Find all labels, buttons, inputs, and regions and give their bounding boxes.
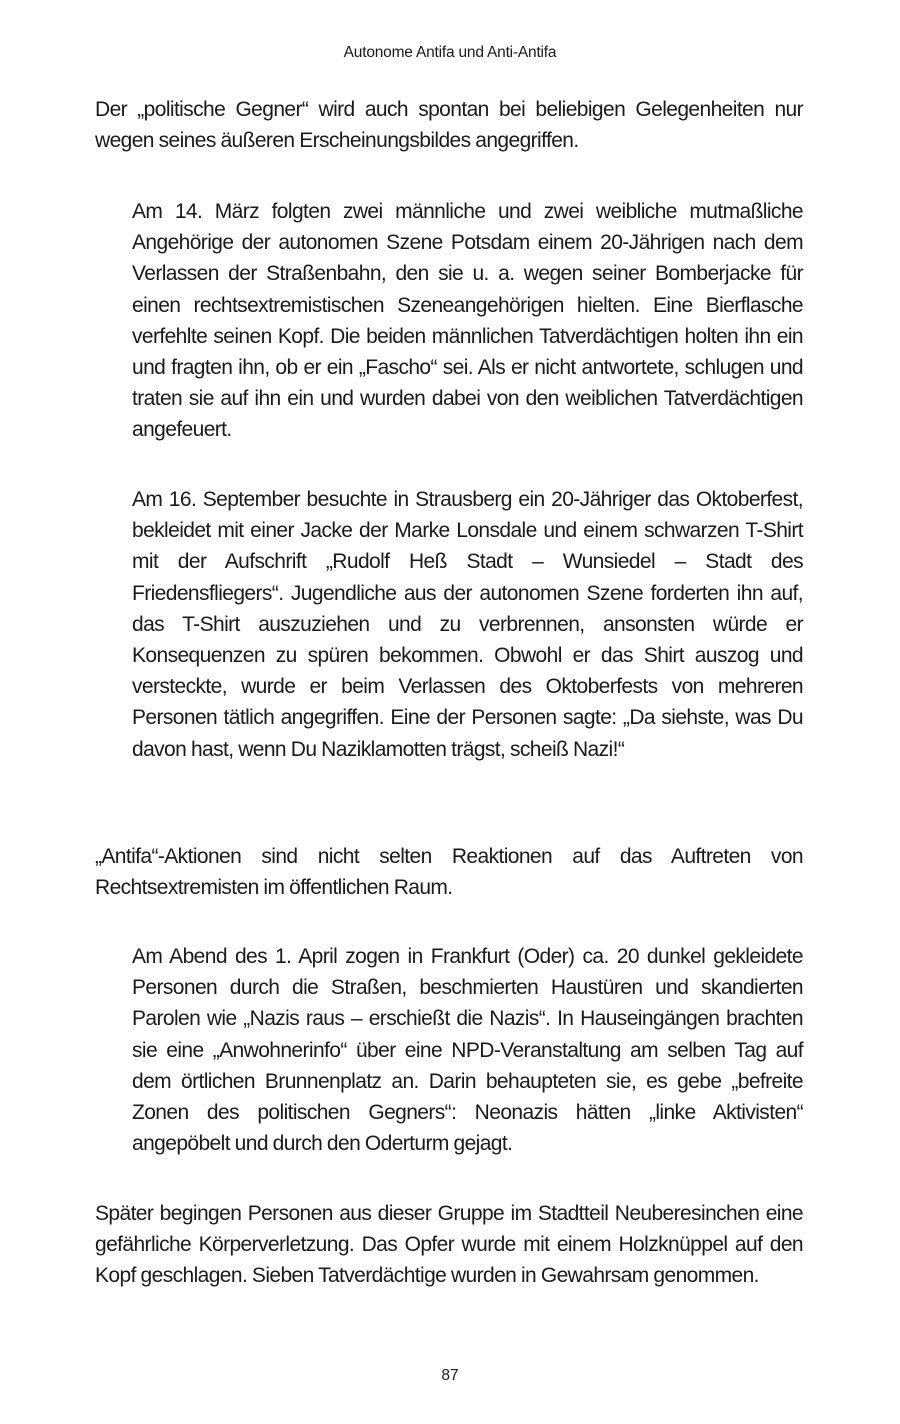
paragraph-neuberesinchen: Später begingen Personen aus dieser Gruppe im Stadtteil Neuberesinchen eine gefährliche Körperverletzung. Das Opfer wurde mit einem Holzknüppel auf den Kopf geschlagen. Sieben Tatverdächtige wurden in Gewahrsam genommen. bbox=[95, 1202, 803, 1288]
case-paragraph-frankfurt-oder: Am Abend des 1. April zogen in Frankfurt (Oder) ca. 20 dunkel gekleidete Personen durch die Straßen, beschmierten Haustüren und skandierten Parolen wie „Nazis raus – erschießt die Nazis“. In Hauseingängen brachten sie eine „Anwohnerinfo“ über eine NPD-Veranstaltung am selben Tag auf dem örtlichen Brunnenplatz an. Darin behaupteten sie, es gebe „befreite Zonen des politischen Gegners“: Neonazis hätten „linke Aktivisten“ angepöbelt und durch den Oderturm gejagt. bbox=[132, 945, 803, 1156]
page-number: 87 bbox=[441, 1367, 459, 1384]
case-paragraph-potsdam: Am 14. März folgten zwei männliche und zwei weibliche mutmaßliche Angehörige der autonomen Szene Potsdam einem 20-Jährigen nach dem Verlassen der Straßenbahn, den sie u. a. wegen seiner Bomberjacke für einen rechtsextremistischen Szeneangehörigen hielten. Eine Bierflasche verfehlte seinen Kopf. Die beiden männlichen Tatverdächtigen holten ihn ein und fragten ihn, ob er ein „Fascho“ sei. Als er nicht antwortete, schlugen und traten sie auf ihn ein und wurden dabei von den weiblichen Tatverdächtigen angefeuert. bbox=[132, 200, 803, 442]
case-paragraph-strausberg: Am 16. September besuchte in Strausberg ein 20-Jähriger das Oktoberfest, bekleidet mit einer Jacke der Marke Lonsdale und einem schwarzen T-Shirt mit der Aufschrift „Rudolf Heß Stadt – Wunsiedel – Stadt des Friedensfliegers“. Jugendliche aus der autonomen Szene forderten ihn auf, das T-Shirt auszuziehen und zu verbrennen, ansonsten würde er Konsequenzen zu spüren bekommen. Obwohl er das Shirt auszog und versteckte, wurde er beim Verlassen des Oktoberfests von mehreren Personen tätlich angegriffen. Eine der Personen sagte: „Da siehste, was Du davon hast, wenn Du Naziklamotten trägst, scheiß Nazi!“ bbox=[132, 488, 803, 761]
paragraph-intro: Der „politische Gegner“ wird auch spontan bei beliebigen Gelegenheiten nur wegen seines äußeren Erscheinungsbildes angegriffen. bbox=[95, 98, 803, 153]
paragraph-antifa-actions: „Antifa“-Aktionen sind nicht selten Reaktionen auf das Auftreten von Rechtsextremisten im öffentlichen Raum. bbox=[95, 845, 803, 900]
running-header: Autonome Antifa und Anti-Antifa bbox=[343, 44, 557, 61]
